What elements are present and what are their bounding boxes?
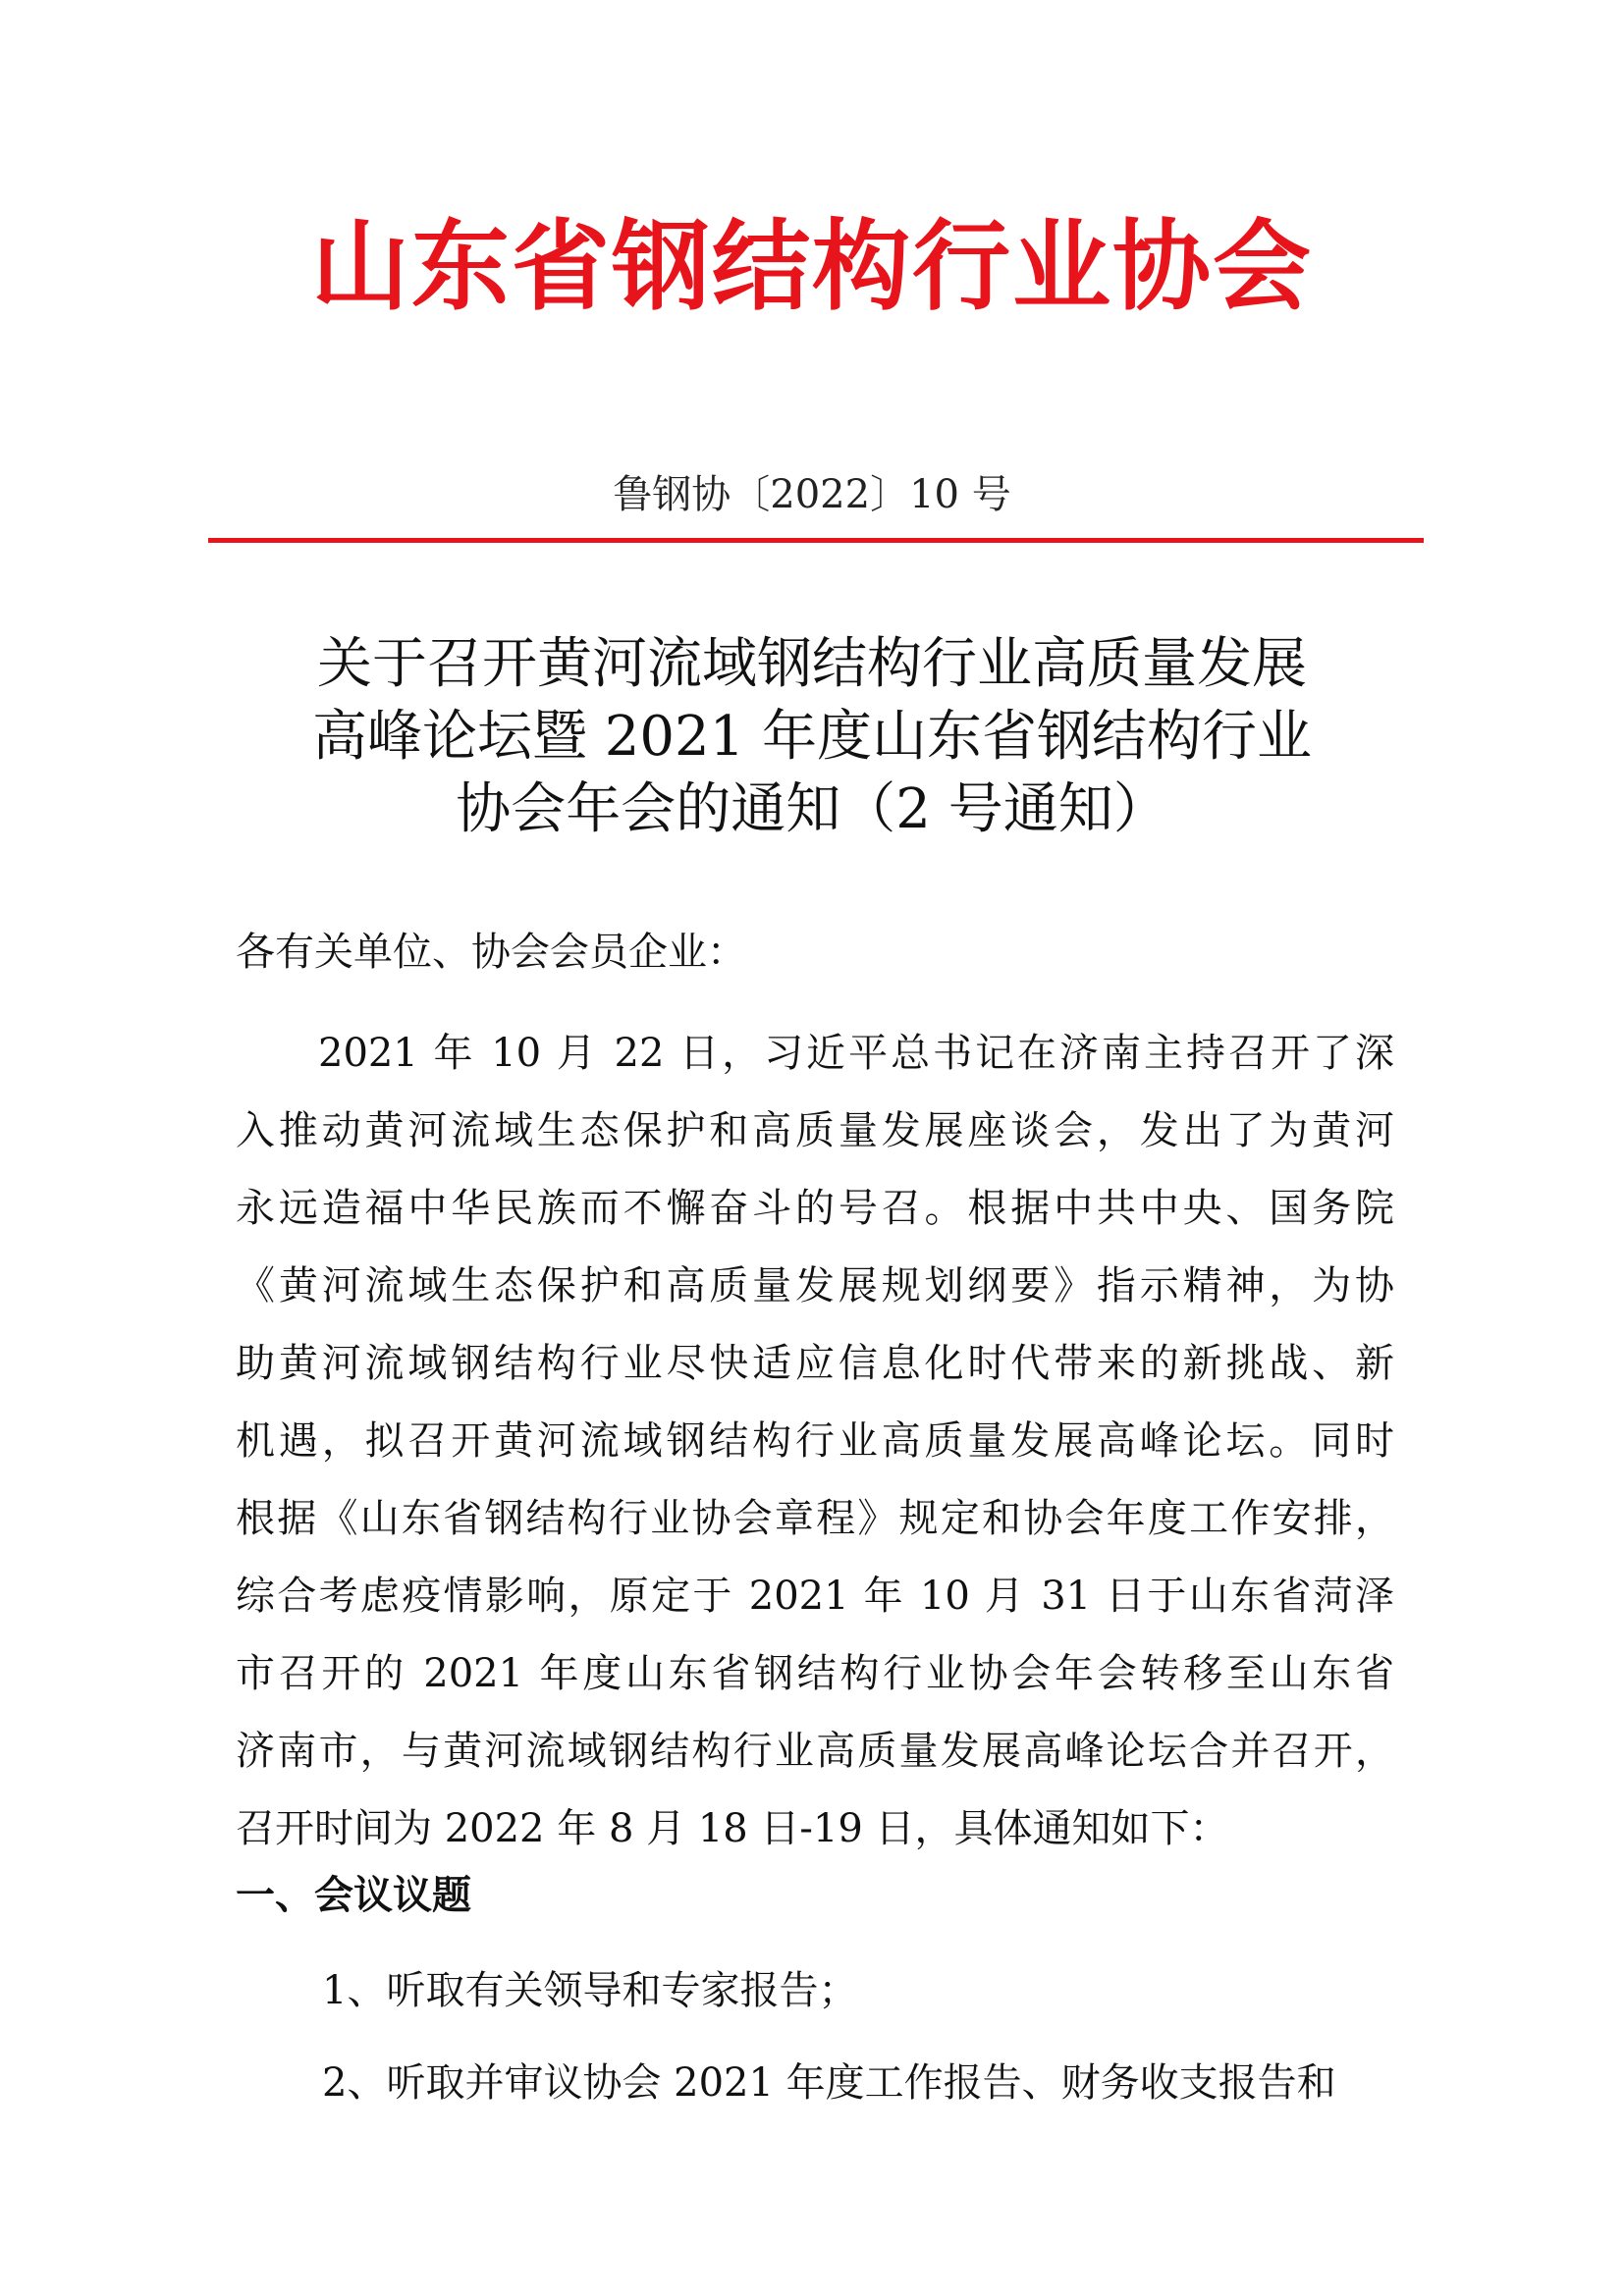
document-number: 鲁钢协〔2022〕10 号: [613, 472, 1011, 517]
document-title: [0, 628, 1624, 846]
body-line: 综合考虑疫情影响，原定于 2021 年 10 月 31 日于山东省菏泽: [236, 1574, 1394, 1619]
organization-header: 山东省钢结构行业协会: [311, 209, 1313, 324]
salutation: 各有关单位、协会会员企业：: [236, 930, 746, 975]
title-line: 协会年会的通知（2 号通知）: [456, 777, 1168, 841]
red-divider-rule: [208, 538, 1424, 543]
body-line: 2021 年 10 月 22 日，习近平总书记在济南主持召开了深: [318, 1031, 1394, 1076]
body-line: 机遇，拟召开黄河流域钢结构行业高质量发展高峰论坛。同时: [236, 1418, 1394, 1464]
body-line: 召开时间为 2022 年 8 月 18 日-19 日，具体通知如下：: [236, 1806, 1229, 1851]
body-line: 《黄河流域生态保护和高质量发展规划纲要》指示精神，为协: [236, 1263, 1394, 1308]
body-paragraph: [236, 1028, 1394, 1881]
section-heading-meeting-topics: 一、会议议题: [236, 1873, 471, 1918]
body-line: 根据《山东省钢结构行业协会章程》规定和协会年度工作安排，: [236, 1496, 1394, 1541]
body-line: 永远造福中华民族而不懈奋斗的号召。根据中共中央、国务院: [236, 1186, 1394, 1231]
list-item: 1、听取有关领导和专家报告；: [322, 1968, 858, 2013]
body-line: 助黄河流域钢结构行业尽快适应信息化时代带来的新挑战、新: [236, 1341, 1394, 1386]
title-line: 关于召开黄河流域钢结构行业高质量发展: [317, 632, 1307, 696]
body-line: 入推动黄河流域生态保护和高质量发展座谈会，发出了为黄河: [236, 1108, 1394, 1153]
list-item: 2、听取并审议协会 2021 年度工作报告、财务收支报告和: [322, 2060, 1336, 2106]
body-line: 济南市，与黄河流域钢结构行业高质量发展高峰论坛合并召开，: [236, 1729, 1394, 1774]
title-line: 高峰论坛暨 2021 年度山东省钢结构行业: [311, 705, 1313, 769]
body-line: 市召开的 2021 年度山东省钢结构行业协会年会转移至山东省: [236, 1651, 1394, 1696]
